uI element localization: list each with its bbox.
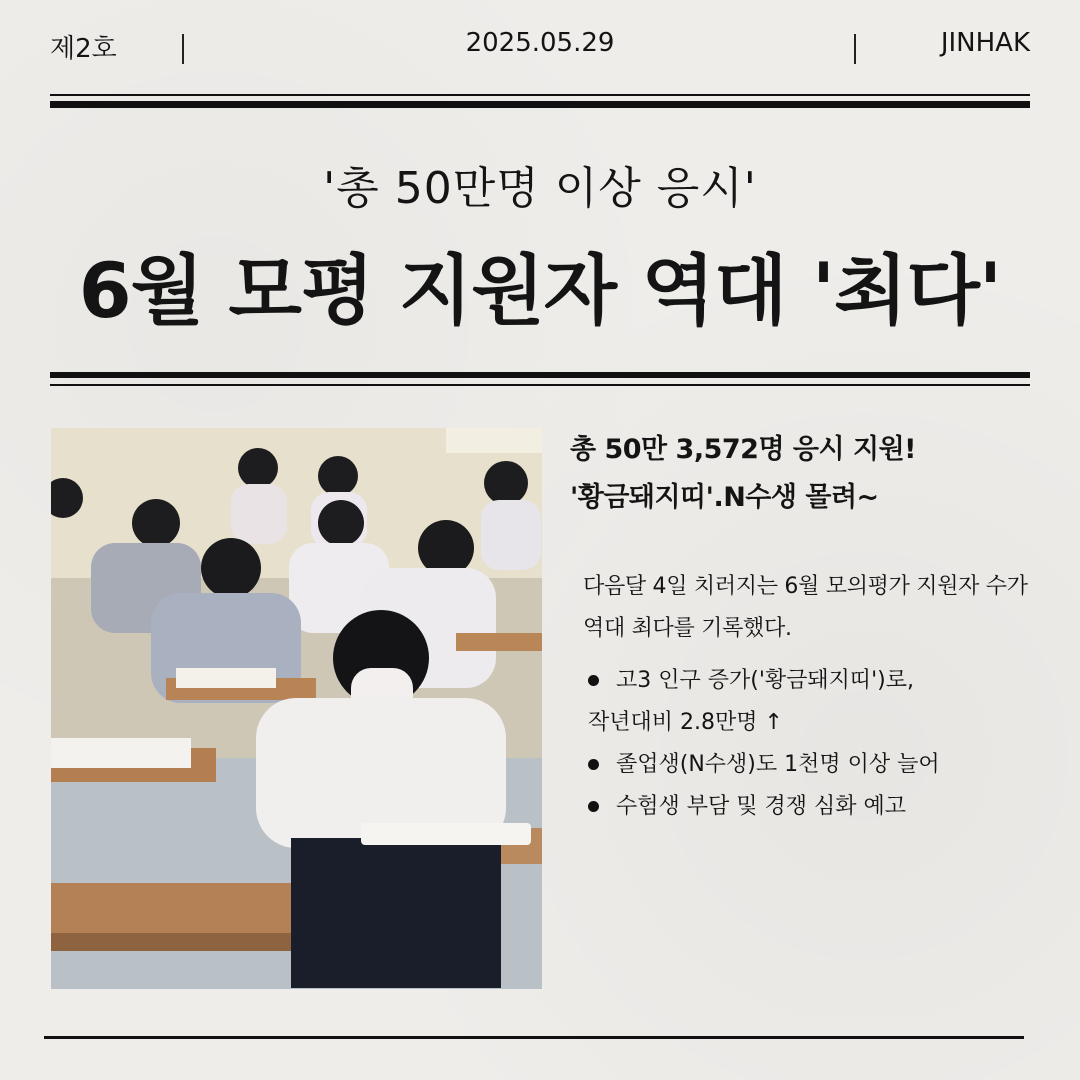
top-thick-rule (50, 101, 1030, 108)
bullet-item (586, 786, 1046, 828)
bullet-list (586, 660, 1046, 828)
exam-paper (51, 738, 191, 768)
masthead (50, 28, 1030, 68)
lead-text (570, 426, 1050, 522)
classroom-illustration (51, 428, 542, 989)
students-exam-photo (51, 428, 542, 989)
bullet-item (586, 744, 1046, 786)
bullet-dot-icon (588, 801, 599, 812)
lead-line-1: 총 50만 3,572명 응시 지원! (570, 434, 916, 465)
exam-paper (176, 668, 276, 688)
brand-name: JINHAK (940, 28, 1030, 58)
bullet-item (586, 660, 1046, 744)
bullet-text: 고3 인구 증가('황금돼지띠')로, (616, 668, 915, 693)
mid-thick-rule (50, 372, 1030, 378)
mid-thin-rule (50, 384, 1030, 386)
sub-headline: '총 50만명 이상 응시' (323, 163, 757, 214)
bullet-continuation: 작년대비 2.8만명 ↑ (588, 710, 783, 735)
top-thin-rule (50, 94, 1030, 96)
bullet-dot-icon (588, 759, 599, 770)
lead-line-2: '황금돼지띠'.N수생 몰려~ (570, 482, 879, 513)
article-body: 다음달 4일 치러지는 6월 모의평가 지원자 수가 역대 최다를 기록했다. (583, 574, 1028, 641)
bullet-dot-icon (588, 675, 599, 686)
bullet-text: 졸업생(N수생)도 1천명 이상 늘어 (616, 752, 940, 777)
bottom-rule (44, 1036, 1024, 1039)
bullet-text: 수험생 부담 및 경쟁 심화 예고 (616, 794, 906, 819)
issue-number: 제2호 (50, 34, 117, 64)
masthead-divider (854, 34, 856, 64)
issue-date: 2025.05.29 (465, 28, 615, 58)
main-headline: 6월 모평 지원자 역대 '최다' (78, 246, 1002, 335)
